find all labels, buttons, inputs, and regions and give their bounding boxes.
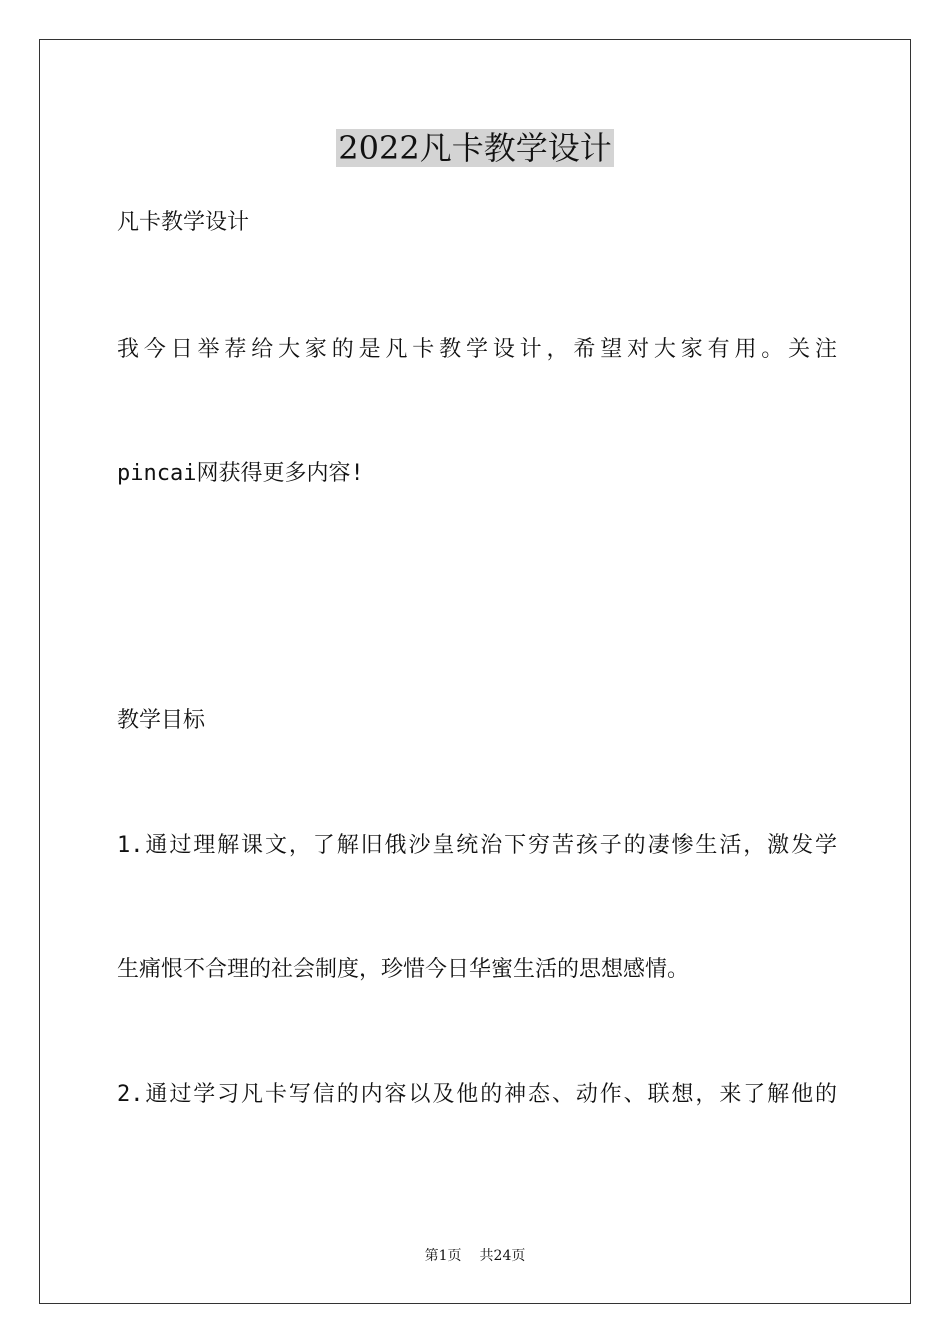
- goal-2-line-1: 2.通过学习凡卡写信的内容以及他的神态、动作、联想，来了解他的: [117, 1082, 837, 1107]
- intro-line-2: pincai网获得更多内容!: [117, 461, 364, 486]
- page-number: 第1页: [424, 1248, 462, 1264]
- goal-1-line-2: 生痛恨不合理的社会制度，珍惜今日华蜜生活的思想感情。: [117, 957, 690, 982]
- document-title: [0, 128, 950, 168]
- section-heading-teaching-goals: 教学目标: [117, 708, 206, 733]
- subtitle-line: 凡卡教学设计: [117, 210, 250, 235]
- page-total: 共24页: [479, 1248, 526, 1264]
- intro-line-1: 我今日举荐给大家的是凡卡教学设计，希望对大家有用。关注: [117, 337, 837, 362]
- goal-1-line-1: 1.通过理解课文，了解旧俄沙皇统治下穷苦孩子的凄惨生活，激发学: [117, 833, 837, 858]
- page-footer: [0, 1246, 950, 1266]
- document-title-text: 2022凡卡教学设计: [338, 129, 612, 167]
